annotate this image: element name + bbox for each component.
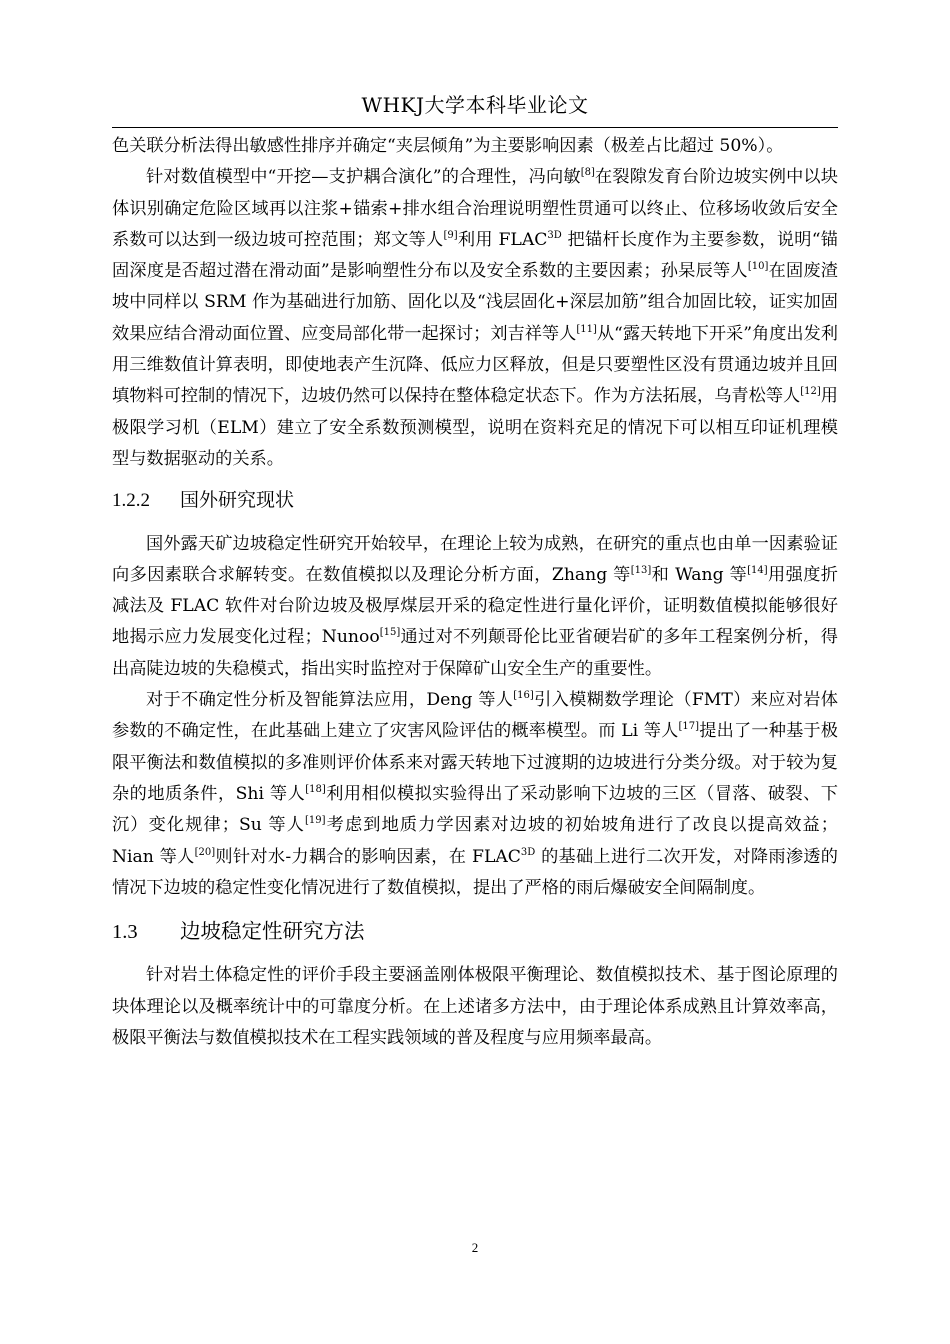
citation-ref: [11]: [576, 323, 597, 335]
section-heading-1-2-2: [112, 485, 838, 516]
paragraph-domestic-numerical: [112, 162, 838, 475]
text-run: 则针对水-力耦合的影响因素，在 FLAC: [215, 846, 521, 867]
paragraph-continued: 色关联分析法得出敏感性排序并确定“夹层倾角”为主要影响因素（极差占比超过 50%）。: [112, 136, 784, 156]
paragraph-foreign-uncertainty: [112, 685, 838, 904]
citation-ref: [20]: [194, 846, 216, 858]
section-heading-1-3: [112, 916, 838, 948]
text-run: 提出了一种基于极限平衡法和数值模拟的多准则评价体系来对露天转地下过渡期的边坡进行分类分级。对于较为复杂的地质条件，Shi 等人: [112, 721, 838, 804]
section-number: 1.3: [112, 921, 138, 944]
text-run: 在裂隙发育台阶边坡实例中以块体识别确定危险区域再以注浆+锚索+排水组合治理说明塑性贯通可以终止、位移场收敛后安全系数可以达到一级边坡可控范围；郑文等人: [112, 167, 838, 250]
citation-ref: [17]: [678, 721, 700, 733]
citation-ref: [18]: [305, 783, 326, 795]
paragraph-foreign-overview: [112, 529, 838, 685]
text-run: 国外露天矿边坡稳定性研究开始较早，在理论上较为成熟，在研究的重点也由单一因素验证向多因素联合求解转变。在数值模拟以及理论分析方面，Zhang 等: [112, 533, 838, 585]
section-title: 国外研究现状: [180, 489, 295, 512]
running-header: WHKJ大学本科毕业论文: [361, 93, 589, 117]
text-run: 引入模糊数学理论（FMT）来应对岩体参数的不确定性，在此基础上建立了灾害风险评估的概率模型。而 Li 等人: [112, 690, 838, 742]
text-run: 和 Wang 等: [651, 564, 748, 585]
section-number: 1.2.2: [112, 490, 150, 512]
section-title: 边坡稳定性研究方法: [180, 919, 365, 944]
text-run: 针对数值模型中“开挖—支护耦合演化”的合理性，冯向敏: [146, 167, 581, 188]
paragraph-methods: 针对岩土体稳定性的评价手段主要涵盖刚体极限平衡理论、数值模拟技术、基于图论原理的块体理论以及概率统计中的可靠度分析。在上述诸多方法中，由于理论体系成熟且计算效率高，极限平衡法与数值模拟技术在工程实践领域的普及程度与应用频率最高。: [112, 965, 838, 1049]
text-run: 用极限学习机（ELM）建立了安全系数预测模型，说明在资料充足的情况下可以相互印证机理模型与数据驱动的关系。: [112, 386, 838, 469]
text-run: 利用相似模拟实验得出了采动影响下边坡的三区（冒落、破裂、下沉）变化规律；Su 等人: [112, 783, 838, 836]
text-run: 利用 FLAC: [457, 229, 548, 250]
citation-ref: [9]: [443, 229, 458, 241]
text-run: 用强度折减法及 FLAC 软件对台阶边坡及极厚煤层开采的稳定性进行量化评价，证明数值模拟能够很好地揭示应力发展变化过程；Nunoo: [112, 564, 838, 648]
text-run: 考虑到地质力学因素对边坡的初始坡角进行了改良以提高效益；Nian 等人: [112, 815, 838, 867]
superscript-3d: 3D: [547, 229, 562, 241]
citation-ref: [10]: [747, 261, 769, 273]
text-run: 从“露天转地下开采”角度出发利用三维数值计算表明，即使地表产生沉降、低应力区释放，但是只要塑性区没有贯通边坡并且回填物料可控制的情况下，边坡仍然可以保持在整体稳定状态下。作为方法拓展，乌青松等人: [112, 323, 838, 407]
text-run: 通过对不列颠哥伦比亚省硬岩矿的多年工程案例分析，得出高陡边坡的失稳模式，指出实时监控对于保障矿山安全生产的重要性。: [112, 627, 838, 679]
header-rule: [112, 127, 838, 128]
text-run: 在固废渣坡中同样以 SRM 作为基础进行加筋、固化以及“浅层固化+深层加筋”组合加固比较，证实加固效果应结合滑动面位置、应变局部化带一起探讨；刘吉祥等人: [112, 261, 838, 344]
document-body: [112, 131, 838, 1054]
text-run: 把锚杆长度作为主要参数，说明“锚固深度是否超过潜在滑动面”是影响塑性分布以及安全系数的主要因素；孙杲辰等人: [112, 229, 838, 282]
citation-ref: [16]: [513, 690, 534, 702]
text-run: 对于不确定性分析及智能算法应用，Deng 等人: [146, 690, 514, 711]
citation-ref: [14]: [747, 564, 768, 576]
superscript-3d: 3D: [520, 846, 536, 858]
citation-ref: [12]: [800, 386, 821, 398]
text-run: 的基础上进行二次开发，对降雨渗透的情况下边坡的稳定性变化情况进行了数值模拟，提出了严格的雨后爆破安全间隔制度。: [112, 846, 838, 898]
citation-ref: [15]: [379, 627, 401, 639]
page-number: 2: [471, 1240, 479, 1255]
citation-ref: [19]: [305, 815, 326, 827]
citation-ref: [13]: [630, 564, 652, 576]
citation-ref: [8]: [580, 167, 595, 179]
